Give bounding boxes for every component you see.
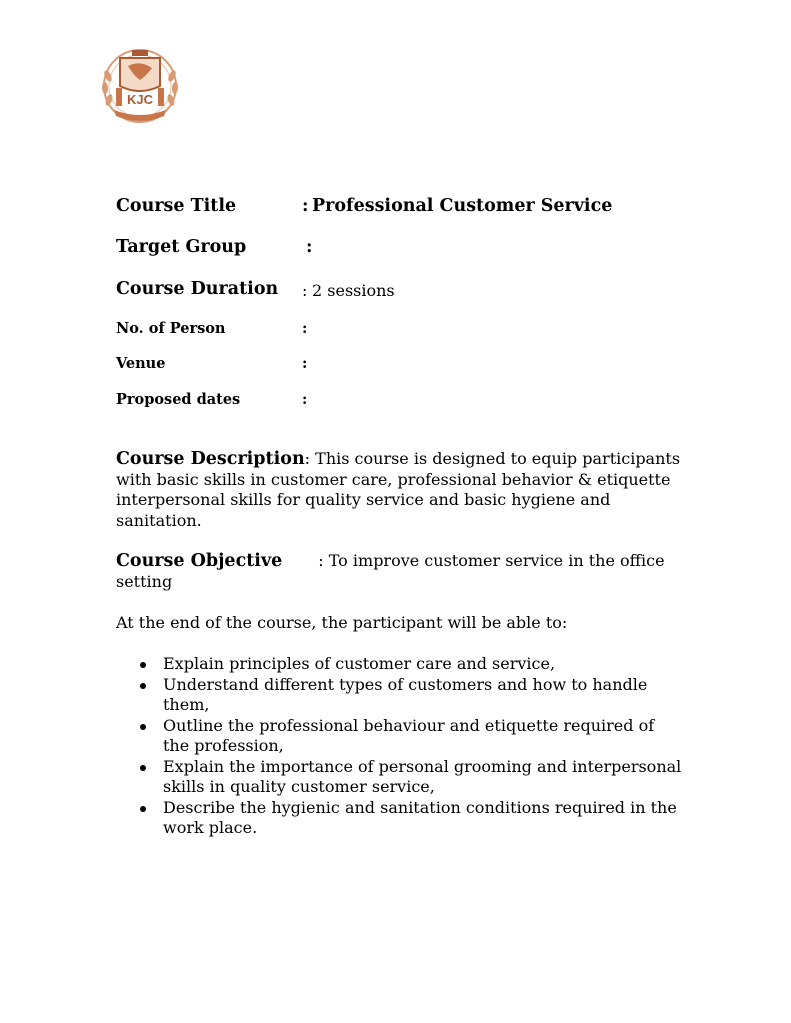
- bullet-icon: [140, 683, 146, 689]
- outcome-text: Understand different types of customers and how to handle them,: [163, 674, 648, 714]
- course-description: [116, 449, 682, 531]
- bullet-icon: [140, 724, 146, 730]
- outcomes-intro: At the end of the course, the participant will be able to:: [116, 613, 568, 632]
- kjc-logo: [96, 46, 184, 126]
- course-duration-value: 2 sessions: [312, 281, 395, 300]
- course-description-label: Course Description: [116, 449, 305, 469]
- outcome-text: Describe the hygienic and sanitation conditions required in the work place.: [163, 797, 677, 837]
- list-item: [116, 716, 682, 757]
- bullet-icon: [140, 662, 146, 668]
- list-item: [116, 654, 682, 675]
- no-of-person-colon: :: [302, 320, 308, 337]
- course-objective-text: To improve customer service in the office setting: [116, 551, 665, 591]
- bullet-icon: [140, 806, 146, 812]
- course-title-colon: :: [302, 196, 309, 216]
- venue-colon: :: [302, 355, 308, 372]
- target-group-label: Target Group: [116, 237, 247, 257]
- list-item: [116, 757, 682, 798]
- course-title-value: Professional Customer Service: [312, 196, 613, 216]
- proposed-dates-label: Proposed dates: [116, 391, 241, 408]
- venue-label: Venue: [116, 355, 166, 372]
- outcomes-list: [116, 654, 682, 839]
- target-group-colon: :: [306, 237, 313, 257]
- list-item: [116, 675, 682, 716]
- outcome-text: Explain principles of customer care and service,: [163, 654, 556, 673]
- course-duration-colon: :: [302, 281, 308, 300]
- list-item: [116, 798, 682, 839]
- outcome-text: Explain the importance of personal grooming and interpersonal skills in quality customer service,: [163, 756, 682, 796]
- proposed-dates-colon: :: [302, 391, 308, 408]
- course-title-label: Course Title: [116, 196, 237, 216]
- no-of-person-label: No. of Person: [116, 320, 226, 337]
- course-description-text: : This course is designed to equip participants with basic skills in customer care, professional behavior & etiquette interpersonal skills for quality service and basic hygiene and sanitation.: [116, 449, 681, 530]
- course-objective-label: Course Objective: [116, 551, 283, 571]
- svg-text:KJC: KJC: [126, 92, 154, 107]
- course-duration-label: Course Duration: [116, 279, 279, 299]
- course-objective-colon: :: [318, 551, 324, 570]
- course-objective: [116, 551, 682, 592]
- bullet-icon: [140, 765, 146, 771]
- outcome-text: Outline the professional behaviour and etiquette required of the profession,: [163, 715, 655, 755]
